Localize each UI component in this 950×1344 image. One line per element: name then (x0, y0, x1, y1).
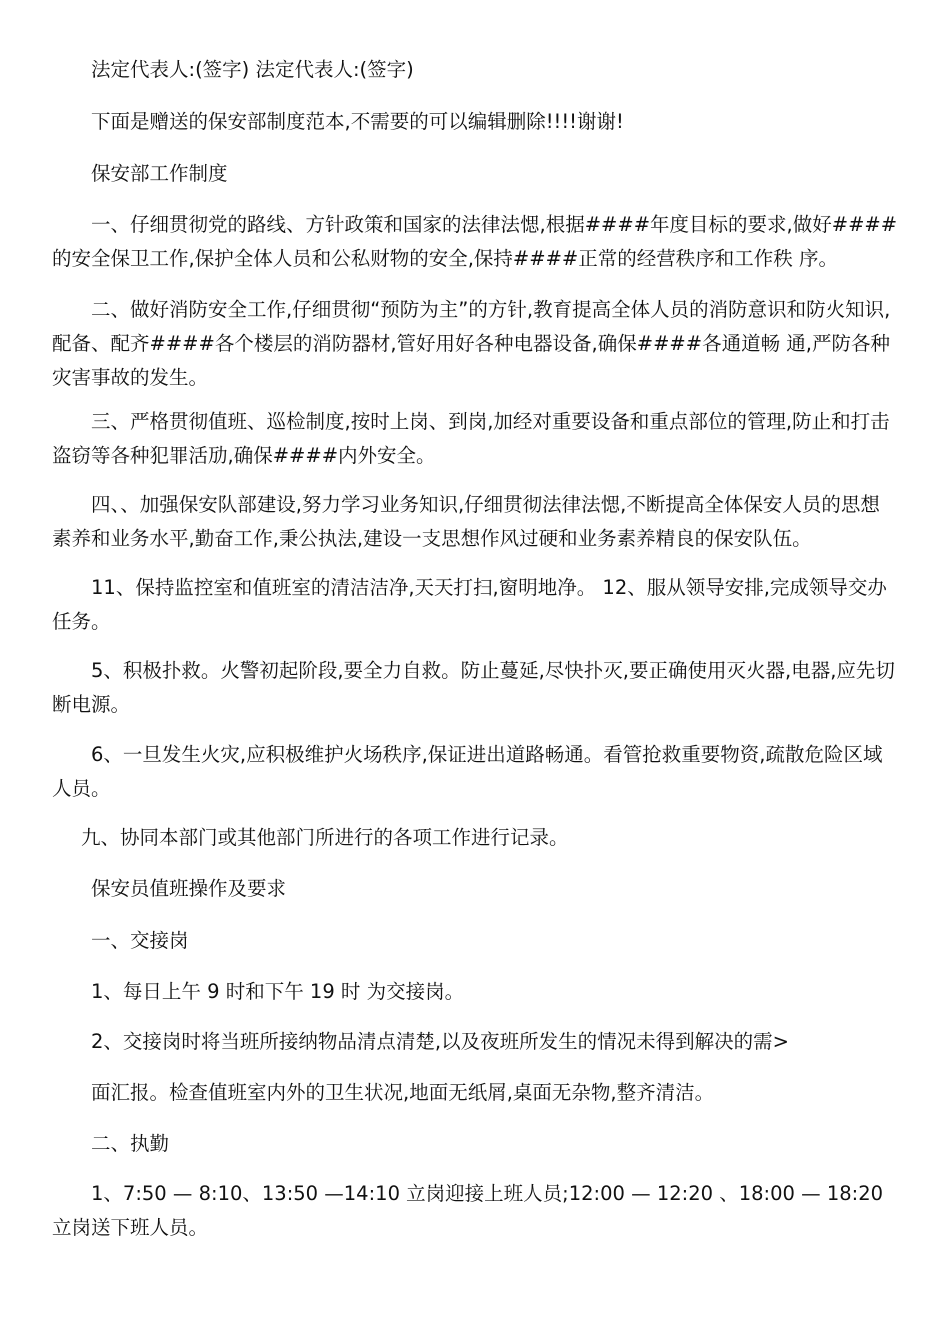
paragraph-handover-2-cont: 面汇报。检查值班室内外的卫生状况,地面无纸屑,桌面无杂物,整齐清洁。 (91, 1081, 715, 1104)
gift-note: 下面是赠送的保安部制度范本,不需要的可以编辑删除!!!!谢谢! (91, 110, 624, 133)
section-heading-duty: 保安员值班操作及要求 (91, 877, 287, 900)
paragraph-handover-2: 2、交接岗时将当班所接纳物品清点清楚,以及夜班所发生的情况未得到解决的需> (91, 1030, 789, 1053)
subheading-on-duty: 二、执勤 (91, 1132, 170, 1155)
paragraph-rule-3: 三、严格贯彻值班、巡检制度,按时上岗、到岗,加经对重要设备和重点部位的管理,防止和打击盗窃等各种犯罪活劢,确保####内外安全。 (52, 410, 890, 467)
paragraph-item-9: 九、协同本部门或其他部门所进行的各项工作进行记录。 (81, 826, 569, 849)
section-heading-security-rules: 保安部工作制度 (91, 162, 228, 185)
signature-line: 法定代表人:(签字) 法定代表人:(签字) (91, 58, 414, 81)
paragraph-rule-1: 一、仔细贯彻党的路线、方针政策和国家的法律法愢,根据####年度目标的要求,做好####的安全保卫工作,保护全体人员和公私财物的安全,保持####正常的经营秩序和工作秩 序。 (52, 213, 898, 270)
paragraph-handover-1: 1、每日上午 9 时和下午 19 时 为交接岗。 (91, 980, 465, 1003)
paragraph-fire-6: 6、一旦发生火灾,应积极维护火场秩序,保证进出道路畅通。看管抢救重要物资,疏散危险区域人员。 (52, 743, 883, 800)
paragraph-rule-2: 二、做好消防安全工作,仔细贯彻“预防为主”的方针,教育提高全体人员的消防意识和防火知识,配备、配齐####各个楼层的消防器材,管好用好各种电器设备,确保####各通道畅 通,严防各种灾害事故的发生。 (52, 298, 891, 389)
paragraph-rule-4: 四、、加强保安队部建设,努力学习业务知识,仔细贯彻法律法愢,不断提高全体保安人员的思想素养和业务水平,勤奋工作,秉公执法,建设一支思想作风过硬和业务素养精良的保安队伍。 (52, 493, 880, 550)
paragraph-rule-11-12: 11、保持监控室和值班室的清洁洁净,天天打扫,窗明地净。 12、服从领导安排,完成领导交办任务。 (52, 576, 887, 633)
subheading-handover: 一、交接岗 (91, 929, 189, 952)
paragraph-duty-1: 1、7:50 — 8:10、13:50 —14:10 立岗迎接上班人员;12:00 — 12:20 、18:00 — 18:20 立岗送下班人员。 (52, 1182, 884, 1239)
paragraph-fire-5: 5、积极扑救。火警初起阶段,要全力自救。防止蔓延,尽快扑灭,要正确使用灭火器,电器,应先切断电源。 (52, 659, 895, 716)
